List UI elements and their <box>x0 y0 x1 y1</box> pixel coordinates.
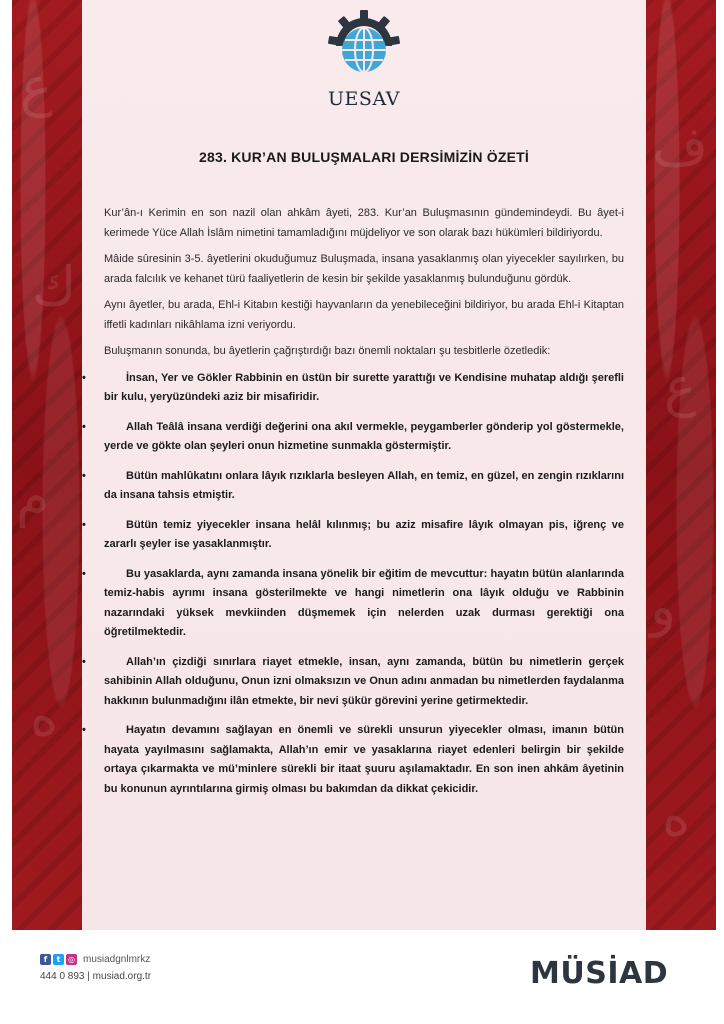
left-decorative-frame <box>12 0 82 930</box>
bullet-marker: • <box>82 655 86 668</box>
bullet-text: Allah’ın çizdiği sınırlara riayet etmekle, insan, aynı zamanda, bütün bu nimetlerin gerçek sahibinin Allah olduğunu, Onun izni olmaksızın ve Onun adını anmadan bu nimetlerden faydalanma hakkının bulunmadığını ilân etmekte, bir nevi şükür görevini yerine getirmektedir. <box>104 655 624 707</box>
list-item <box>82 369 624 408</box>
calligraphy-ornament-icon: ف <box>652 115 708 178</box>
calligraphy-ornament-icon: و <box>650 575 677 638</box>
bullet-marker: • <box>82 518 86 531</box>
separator: | <box>87 971 90 982</box>
website-link[interactable]: musiad.org.tr <box>92 971 152 982</box>
social-handle[interactable]: musiadgnlmrkz <box>83 954 151 965</box>
calligraphy-ornament-icon: ه <box>662 785 691 848</box>
bullet-text: Bütün temiz yiyecekler insana helâl kılınmış; bu aziz misafire lâyık olmayan pis, iğrenç ve zararlı şeyler ise yasaklanmıştır. <box>104 518 624 550</box>
contact-line <box>40 971 240 982</box>
bullet-marker: • <box>82 469 86 482</box>
bullet-marker: • <box>82 567 86 580</box>
instagram-icon[interactable]: ◎ <box>66 954 77 965</box>
list-item <box>82 721 624 799</box>
phone-number: 444 0 893 <box>40 971 85 982</box>
list-item <box>82 516 624 555</box>
bullet-text: İnsan, Yer ve Gökler Rabbinin en üstün bir surette yarattığı ve Kendisine muhatap aldığı şerefli bir kulu, yeryüzündeki aziz bir misafiridir. <box>104 371 624 403</box>
list-item <box>82 467 624 506</box>
bullet-text: Bütün mahlûkatını onlara lâyık rızıklarla besleyen Allah, en temiz, en güzel, en zengin rızıklarını da insana tahsis etmiştir. <box>104 469 624 501</box>
bullet-text: Bu yasaklarda, aynı zamanda insana yönelik bir eğitim de mevcuttur: hayatın bütün alanlarında temiz-habis ayrımı insana gösterilmekte ve hangi nimetlerin ona lâyık olduğu ve Rabbinin nazarındaki yüksek mevkiinden düşmemek için nelerden uzak durması gerektiği ona öğretilmektedir. <box>104 567 624 638</box>
bullet-marker: • <box>82 371 86 384</box>
organization-name: UESAV <box>328 88 400 110</box>
paragraph: Kur’ân-ı Kerimin en son nazil olan ahkâm âyeti, 283. Kur’an Buluşmasının gündemindeydi. Bu âyet-i kerimede Yüce Allah İslâm nimetini tamamladığını müjdeliyor ve son olarak bazı hükümleri bildiriyordu. <box>104 207 624 239</box>
twitter-icon[interactable]: t <box>53 954 64 965</box>
calligraphy-ornament-icon: ع <box>664 355 697 418</box>
list-item <box>82 565 624 643</box>
page-title: 283. KUR’AN BULUŞMALARI DERSİMİZİN ÖZETİ <box>198 149 529 165</box>
list-item <box>82 653 624 712</box>
bullet-text: Hayatın devamını sağlayan en önemli ve sürekli unsurun yiyecekler olması, imanın bütün hayata yayılmasını sağlamakta, Allah’ın emir ve yasaklarına riayet edenleri belirgin bir şekilde ortaya çıkarmakta ve mü’minlere sürekli bir itaat şuuru aşılamaktadır. En son inen ahkâm âyetinin bu konunun ayrıntılarına girmiş olması bu bakımdan da dikkat çekicidir. <box>104 724 624 795</box>
musiad-logo: MÜSİAD <box>530 956 669 991</box>
document-body <box>82 204 624 809</box>
bullet-marker: • <box>82 420 86 433</box>
paragraph: Aynı âyetler, bu arada, Ehl-i Kitabın kestiği hayvanların da yenebileceğini bildiriyor, bu arada Ehl-i Kitaptan iffetli kadınları nikâhlama izni veriyordu. <box>104 299 624 331</box>
calligraphy-ornament-icon: م <box>16 465 50 528</box>
facebook-icon[interactable]: f <box>40 954 51 965</box>
summary-bullet-list <box>82 369 624 800</box>
social-links <box>40 954 240 965</box>
bullet-marker: • <box>82 724 86 736</box>
calligraphy-ornament-icon: ه <box>30 685 59 748</box>
list-item <box>82 418 624 457</box>
bullet-text: Allah Teâlâ insana verdiği değerini ona akıl vermekle, peygamberler gönderip yol göstermekle, yerde ve gökte olan şeyleri onun hizmetine sunmakla göstermiştir. <box>104 420 624 452</box>
calligraphy-ornament-icon: ك <box>32 255 77 318</box>
calligraphy-ornament-icon: ع <box>20 55 53 118</box>
paragraph: Mâide sûresinin 3-5. âyetlerini okuduğumuz Buluşmada, insana yasaklanmış olan yiyecekler sayılırken, bu arada falcılık ve kehanet türü faaliyetlerin de kesin bir şekilde yasaklanmış bulunduğunu gördük. <box>104 253 624 285</box>
right-decorative-frame <box>646 0 716 930</box>
paragraph: Buluşmanın sonunda, bu âyetlerin çağrıştırdığı bazı önemli noktaları şu tesbitlerle özetledik: <box>104 345 551 357</box>
footer-contact <box>40 954 240 994</box>
